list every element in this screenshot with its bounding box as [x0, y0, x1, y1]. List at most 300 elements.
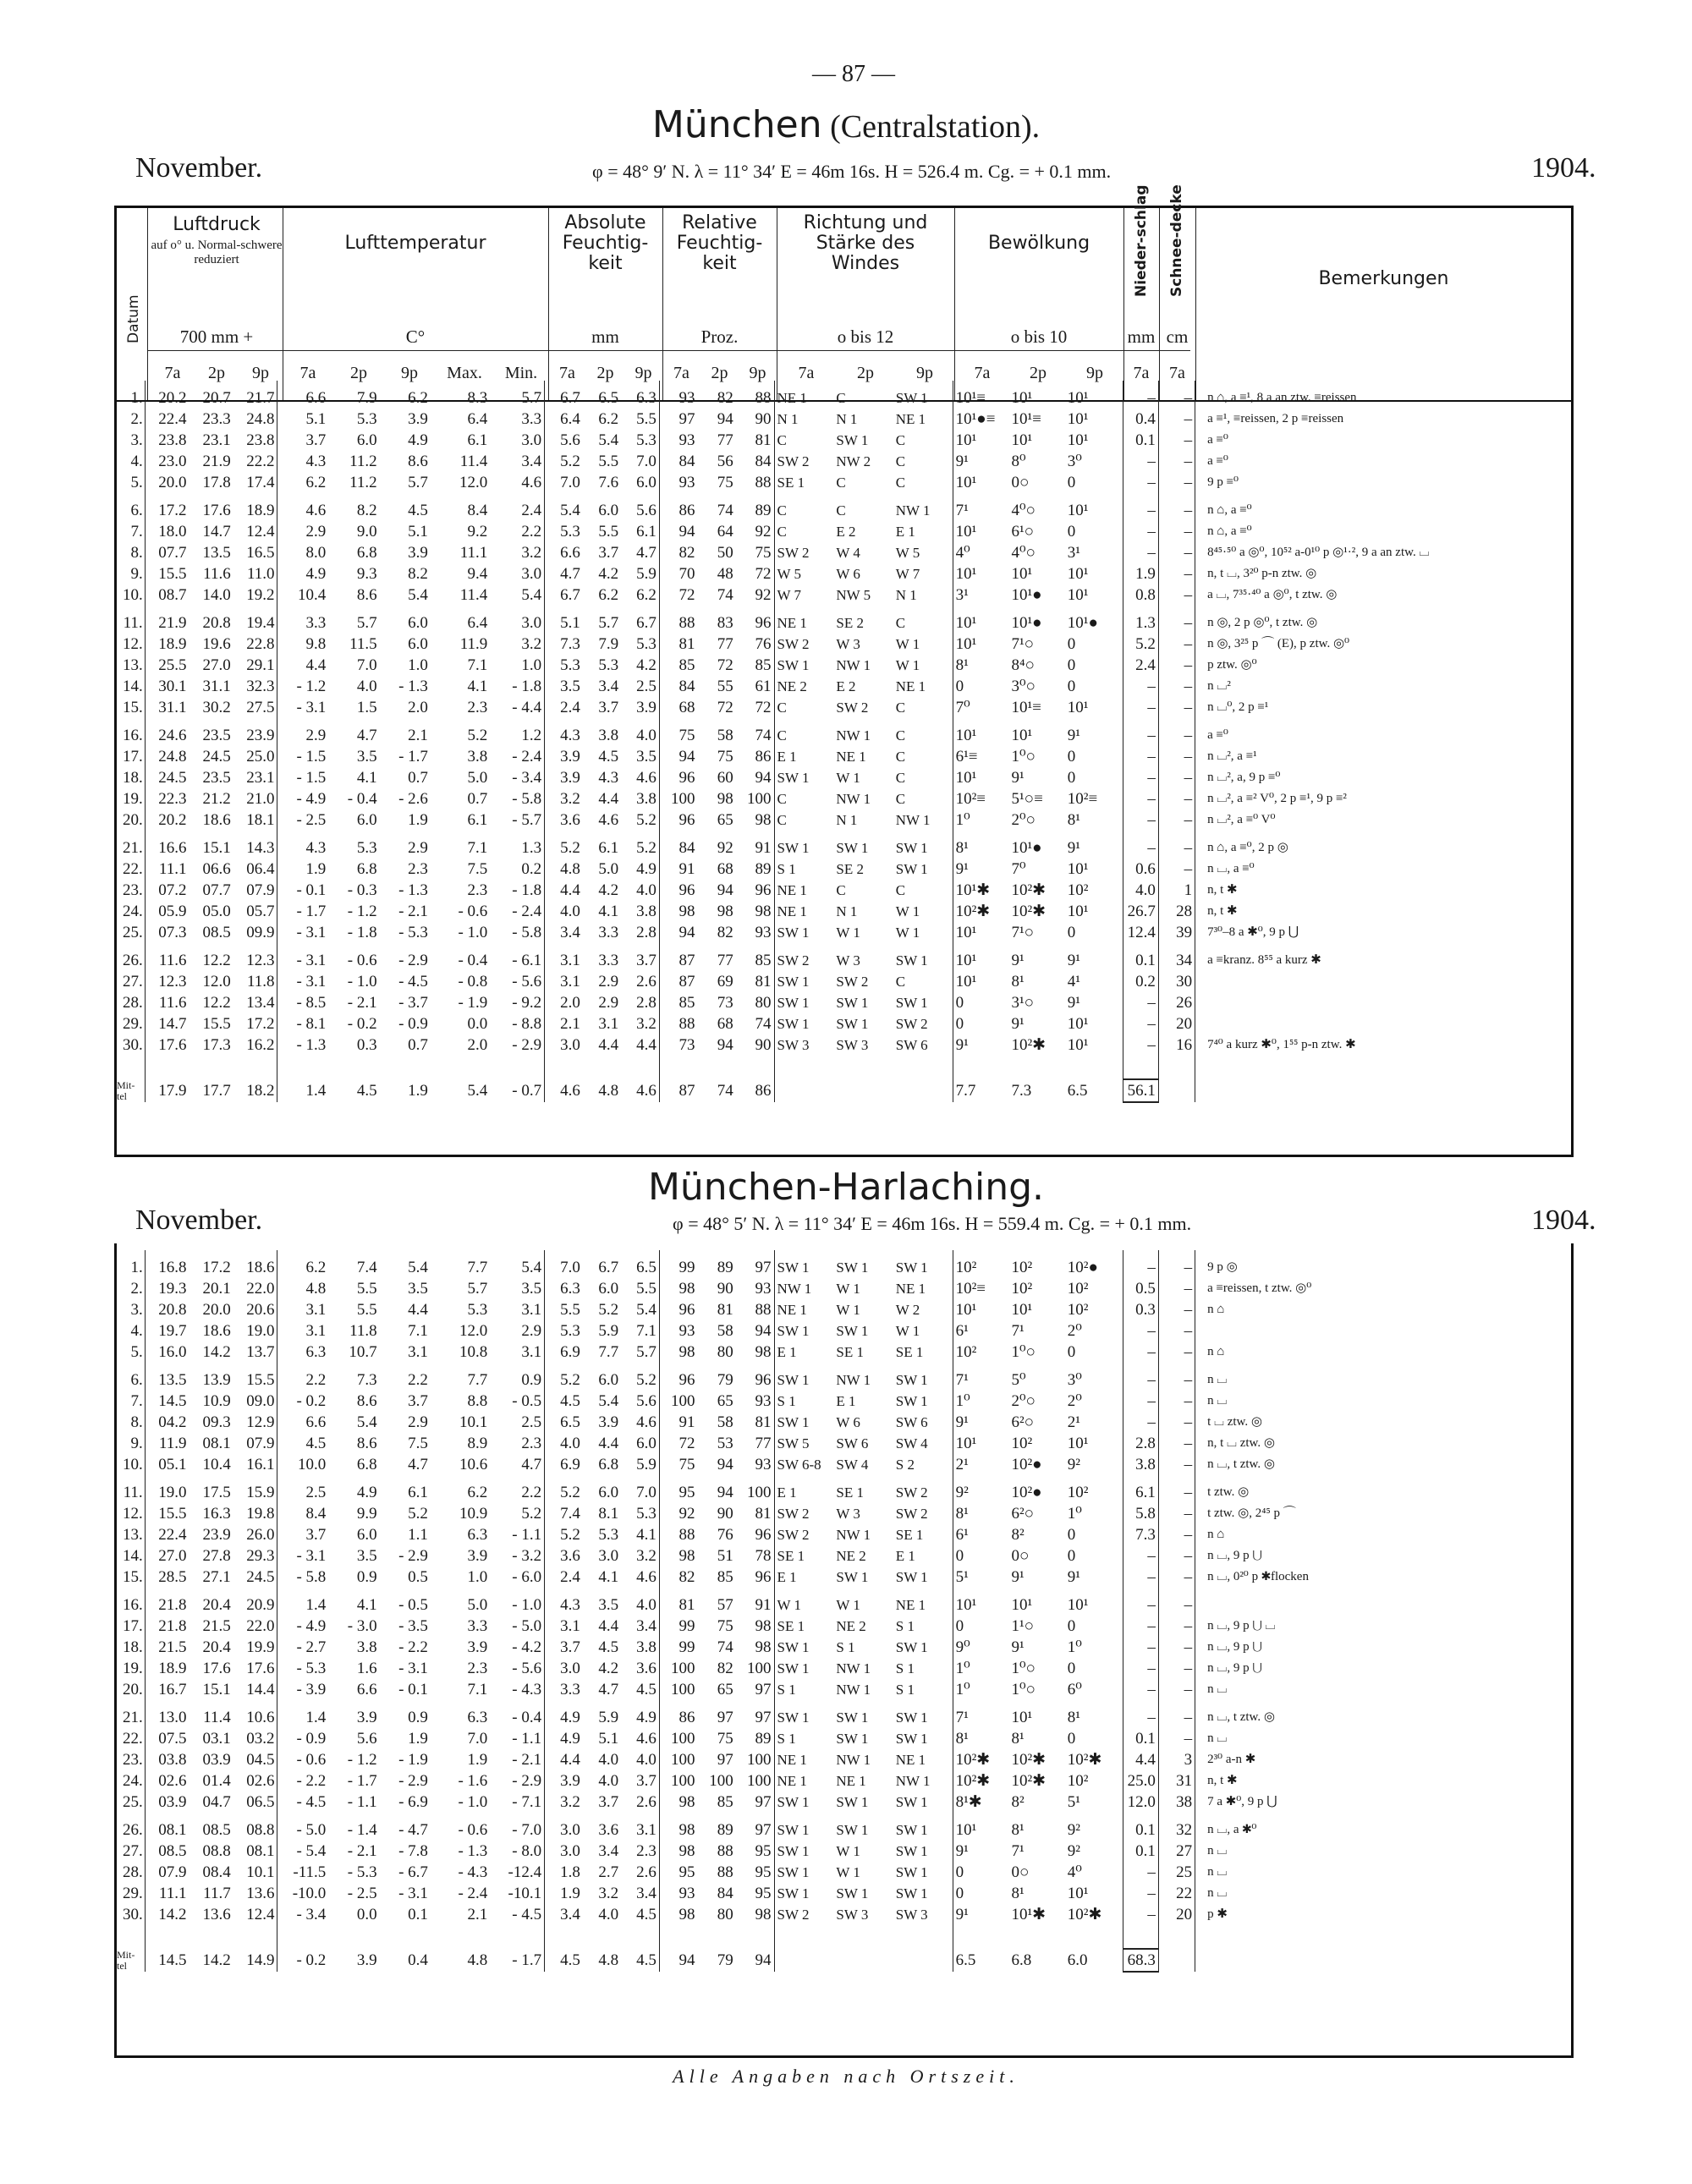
cell: S 1	[836, 1639, 855, 1655]
row-remark: n ⌴, t ztw. ◎	[1207, 1710, 1276, 1724]
mittel-cell: 6.8	[1011, 1951, 1032, 1969]
cell: –	[1158, 381, 1195, 409]
cell: 75	[717, 1730, 733, 1748]
cell: 10.4	[202, 1456, 231, 1473]
cell: 1.1	[408, 1526, 428, 1544]
cell: 5⁰	[1011, 1371, 1026, 1389]
cell: 6.0	[408, 635, 428, 653]
cell: 10¹	[955, 1821, 977, 1839]
cell: C	[893, 788, 953, 809]
cell: 10²	[1065, 1278, 1123, 1299]
cell: N 1	[836, 812, 858, 828]
row-date: 30.	[114, 1034, 145, 1056]
cell: 05.0	[202, 903, 231, 920]
cell: - 3.1	[398, 1660, 428, 1677]
cell: SE 1	[836, 1344, 864, 1360]
cell: - 1.7	[296, 903, 327, 920]
cell: 31	[1158, 1770, 1195, 1792]
cell: 21.2	[202, 790, 231, 808]
cell: 11.6	[203, 565, 231, 583]
cell: 20.8	[158, 1301, 187, 1319]
cell: 3.9	[560, 748, 580, 765]
row-date: 21.	[114, 831, 145, 859]
cell: - 5.6	[490, 1658, 544, 1679]
row-date: 26.	[114, 1813, 145, 1841]
cell: 61	[736, 676, 774, 697]
table-row	[114, 1749, 1574, 1770]
cell: - 5.3	[347, 1863, 377, 1881]
cell: 82	[678, 544, 695, 562]
mittel-cell: 4.5	[621, 1949, 659, 1972]
row-date: 4.	[114, 1320, 145, 1342]
row-date: 19.	[114, 788, 145, 809]
cell: 20.4	[202, 1596, 231, 1614]
row-date: 13.	[114, 1524, 145, 1545]
cell: 88	[736, 381, 774, 409]
row-date: 1.	[114, 1250, 145, 1278]
cell: S 1	[777, 1682, 796, 1698]
station1-month: November.	[135, 152, 263, 184]
row-date: 2.	[114, 1278, 145, 1299]
cell: 4⁰	[1065, 1862, 1123, 1883]
cell: 08.1	[202, 1435, 231, 1452]
cell: SW 1	[777, 995, 810, 1011]
cell: SW 1	[893, 1792, 953, 1813]
cell: 2.3	[467, 1660, 488, 1677]
cell: 58	[717, 1322, 733, 1340]
cell: SW 1	[777, 974, 810, 990]
table-row	[114, 922, 1574, 943]
cell: 93	[736, 1278, 774, 1299]
cell: 7.4	[560, 1505, 580, 1523]
cell: SW 1	[893, 992, 953, 1013]
cell: 7.0	[560, 474, 580, 491]
cell: - 2.1	[490, 1749, 544, 1770]
cell: SW 2	[777, 1527, 810, 1543]
cell: 98	[678, 903, 695, 920]
cell: 0.4	[1123, 409, 1158, 430]
cell: 0	[1065, 1342, 1123, 1363]
cell: 4.2	[598, 565, 619, 583]
row-date: 22.	[114, 1728, 145, 1749]
cell: C	[893, 451, 953, 472]
cell: 3.2	[560, 790, 580, 808]
mittel-label: Mit-tel	[114, 1949, 145, 1972]
cell: 10²✱	[955, 1751, 991, 1769]
row-remark: n ⌴	[1207, 1373, 1228, 1386]
cell: 4.8	[560, 860, 580, 878]
cell: 72	[736, 563, 774, 584]
cell: 7.0	[621, 451, 659, 472]
cell: 6.9	[560, 1343, 580, 1361]
cell: 4⁰○	[1011, 502, 1036, 519]
mittel-cell: 3.9	[356, 1951, 377, 1969]
cell: 4.1	[598, 903, 619, 920]
cell: 14.2	[158, 1906, 187, 1923]
cell: 3.4	[560, 924, 580, 941]
cell: 8¹	[1011, 1821, 1025, 1839]
row-date: 5.	[114, 1342, 145, 1363]
cell: 0.2	[1123, 971, 1158, 992]
cell: - 2.4	[458, 1885, 488, 1902]
cell: 4.0	[621, 718, 659, 746]
cell: 2.9	[490, 1320, 544, 1342]
cell: 7.0	[621, 1475, 659, 1503]
cell: 19.0	[158, 1484, 187, 1501]
cell: –	[1123, 1883, 1158, 1904]
cell: 6.2	[305, 474, 327, 491]
cell: NE 2	[836, 1618, 866, 1634]
cell: 21.0	[233, 788, 277, 809]
cell: 1.3	[490, 831, 544, 859]
row-remark: 2³⁰ a-n ✱	[1207, 1753, 1256, 1766]
table-row	[114, 1278, 1574, 1299]
cell: 13.7	[233, 1342, 277, 1363]
cell: 0	[955, 1617, 964, 1635]
mittel-cell	[774, 1949, 833, 1972]
row-remark: n ⌂, a ≡¹, 8 a an ztw. ≡reissen	[1207, 391, 1357, 404]
cell: 4.7	[356, 727, 377, 744]
cell: 91	[736, 1588, 774, 1616]
cell: 04.7	[202, 1793, 231, 1811]
cell: 10¹	[955, 1301, 977, 1319]
cell: - 2.4	[490, 746, 544, 767]
cell: 98	[736, 809, 774, 831]
cell: 7¹	[1011, 1842, 1025, 1860]
mittel-cell: 79	[717, 1951, 733, 1969]
cell: 10¹	[1011, 1596, 1033, 1614]
cell: 6.3	[305, 1343, 327, 1361]
cell: 14.3	[233, 831, 277, 859]
mittel-cell: 4.8	[598, 1951, 619, 1969]
cell: 8¹	[1011, 973, 1025, 990]
mittel-cell	[893, 1949, 953, 1972]
cell: 10²	[1011, 1435, 1033, 1452]
cell: 70	[678, 565, 695, 583]
cell: 10.9	[202, 1392, 231, 1410]
row-date: 9.	[114, 563, 145, 584]
cell: - 4.7	[398, 1821, 428, 1839]
cell: SW 1	[893, 943, 953, 971]
cell: 10¹	[1065, 901, 1123, 922]
cell: 6.7	[598, 1259, 619, 1276]
cell: 90	[717, 1280, 733, 1298]
mittel-row	[114, 1079, 1574, 1102]
cell: 07.9	[158, 1863, 187, 1881]
cell: 03.1	[202, 1730, 231, 1748]
cell: 58	[717, 727, 733, 744]
cell: 10¹	[1065, 381, 1123, 409]
cell: 0	[955, 994, 964, 1012]
cell: 3.5	[356, 748, 377, 765]
cell: 0	[1065, 922, 1123, 943]
cell: 05.1	[158, 1456, 187, 1473]
row-remark: n ⌴, 9 p ⋃	[1207, 1640, 1262, 1654]
cell: 3.7	[305, 431, 327, 449]
cell: –	[1158, 451, 1195, 472]
cell: - 1.3	[398, 881, 428, 899]
cell: 6.2	[467, 1484, 488, 1501]
cell: - 1.1	[490, 1524, 544, 1545]
cell: 3.3	[490, 409, 544, 430]
row-date: 23.	[114, 880, 145, 901]
cell: 6.3	[467, 1526, 488, 1544]
cell: 75	[678, 727, 695, 744]
header-schnee-unit: cm	[1166, 327, 1189, 347]
cell: 5.5	[560, 1301, 580, 1319]
cell: 96	[736, 1524, 774, 1545]
cell: 57	[717, 1596, 733, 1614]
cell: 23.5	[202, 769, 231, 787]
cell: 0.1	[1123, 1813, 1158, 1841]
cell: 3.0	[490, 563, 544, 584]
cell: 9.0	[356, 523, 377, 541]
cell: 34	[1158, 943, 1195, 971]
cell: 5.3	[560, 656, 580, 674]
row-date: 28.	[114, 1862, 145, 1883]
cell: - 2.9	[490, 1034, 544, 1056]
row-remark: n ⌴	[1207, 1731, 1228, 1745]
cell: 9.9	[356, 1505, 377, 1523]
cell: 1⁰	[955, 811, 970, 829]
cell: 6.0	[356, 431, 377, 449]
cell: SW 1	[777, 1843, 810, 1859]
cell: 98	[736, 901, 774, 922]
cell: 23.1	[233, 767, 277, 788]
cell: 10²✱	[1065, 1749, 1123, 1770]
cell: 6.1	[467, 811, 488, 829]
cell: 26.7	[1123, 901, 1158, 922]
cell: - 8.1	[296, 1015, 327, 1033]
cell: NW 1	[777, 1281, 812, 1297]
row-remark	[1195, 992, 1574, 1013]
cell: 6.3	[467, 1709, 488, 1726]
sub-7a: 7a	[1133, 364, 1150, 382]
cell: 5.4	[490, 1250, 544, 1278]
cell: SW 1	[893, 1637, 953, 1658]
cell: 6.8	[356, 1456, 377, 1473]
table-row	[114, 676, 1574, 697]
cell: 5.9	[621, 563, 659, 584]
cell: 11.9	[158, 1435, 187, 1452]
cell: 7.0	[467, 1730, 488, 1748]
cell: 4.0	[621, 880, 659, 901]
row-remark: p ✱	[1207, 1907, 1228, 1921]
cell: 12.4	[1123, 922, 1158, 943]
cell: SW 1	[893, 1250, 953, 1278]
cell: - 8.8	[490, 1013, 544, 1034]
cell: 23.8	[158, 431, 187, 449]
table-row	[114, 472, 1574, 493]
cell: 12.3	[233, 943, 277, 971]
cell: NE 1	[893, 1278, 953, 1299]
cell: 7.0	[560, 1259, 580, 1276]
cell: 2.3	[408, 860, 428, 878]
cell: 85	[736, 655, 774, 676]
cell: 81	[678, 635, 695, 653]
cell: 8.6	[408, 453, 428, 470]
cell: 3.2	[560, 1793, 580, 1811]
cell: SW 1	[836, 1323, 869, 1339]
cell: –	[1123, 472, 1158, 493]
cell: SW 1	[777, 1372, 810, 1388]
cell: 7.1	[467, 656, 488, 674]
cell: 4.6	[598, 811, 619, 829]
cell: 5.4	[490, 584, 544, 606]
cell: - 1.3	[398, 678, 428, 695]
cell: 09.3	[202, 1413, 231, 1431]
cell: –	[1123, 1616, 1158, 1637]
cell: 9¹	[955, 453, 969, 470]
cell: 29.3	[233, 1545, 277, 1567]
cell: 9¹	[1065, 992, 1123, 1013]
cell: 96	[678, 881, 695, 899]
cell: 5.7	[598, 614, 619, 632]
cell: - 3.5	[398, 1617, 428, 1635]
cell: 4.5	[560, 1392, 580, 1410]
cell: - 5.6	[490, 971, 544, 992]
header-rel-unit: Proz.	[700, 327, 739, 347]
cell: 5.2	[560, 839, 580, 857]
cell: N 1	[836, 411, 858, 427]
cell: 3.6	[560, 811, 580, 829]
sub-2p: 2p	[350, 364, 367, 382]
table-row	[114, 655, 1574, 676]
cell: –	[1158, 1700, 1195, 1728]
cell: 21.5	[158, 1638, 187, 1656]
row-remark: t ztw. ◎	[1207, 1485, 1250, 1499]
cell: W 7	[893, 563, 953, 584]
cell: 50	[717, 544, 733, 562]
cell: 84	[678, 678, 695, 695]
cell: 02.6	[158, 1772, 187, 1790]
cell: NE 1	[893, 1749, 953, 1770]
cell: 10¹	[1011, 565, 1033, 583]
cell: 4.7	[560, 565, 580, 583]
cell: 0	[955, 1015, 964, 1033]
cell: 20.7	[202, 389, 231, 407]
mittel-cell	[1158, 1079, 1195, 1102]
cell: 1.9	[305, 860, 327, 878]
cell: 11.2	[349, 453, 377, 470]
cell: 0.1	[408, 1906, 428, 1923]
cell: 22	[1158, 1883, 1195, 1904]
cell: 5.0	[467, 1596, 488, 1614]
cell: 8.1	[598, 1505, 619, 1523]
cell: - 1.0	[347, 973, 377, 990]
cell: 2.8	[621, 992, 659, 1013]
cell: 10²✱	[955, 1772, 991, 1790]
cell: 11.0	[233, 563, 277, 584]
cell: 8.2	[408, 565, 428, 583]
cell: 2.4	[560, 1568, 580, 1586]
cell: 93	[678, 474, 695, 491]
cell: 10²	[1011, 1280, 1033, 1298]
cell: 14.7	[158, 1015, 187, 1033]
cell: –	[1123, 1567, 1158, 1588]
cell: 4.7	[621, 542, 659, 563]
cell: –	[1158, 634, 1195, 655]
cell: –	[1158, 788, 1195, 809]
cell: 10¹	[955, 952, 977, 969]
header-wind-unit: o bis 12	[837, 327, 894, 347]
cell: 8¹	[1065, 809, 1123, 831]
cell: 3.9	[598, 1413, 619, 1431]
mittel-cell: 4.6	[621, 1079, 659, 1102]
cell: S 1	[893, 1658, 953, 1679]
cell: SW 6	[893, 1412, 953, 1433]
cell: 100	[671, 1660, 695, 1677]
cell: 0.1	[1123, 943, 1158, 971]
cell: 3.4	[621, 1883, 659, 1904]
cell: 75	[717, 748, 733, 765]
cell: 8¹	[1011, 1730, 1025, 1748]
cell: 72	[717, 656, 733, 674]
mittel-cell: 14.2	[202, 1951, 231, 1969]
cell: 7.7	[467, 1259, 488, 1276]
cell: 2.8	[1123, 1433, 1158, 1454]
station1-year: 1904.	[1531, 152, 1596, 184]
cell: –	[1123, 831, 1158, 859]
station2-table	[114, 1250, 1574, 1973]
cell: 08.5	[158, 1842, 187, 1860]
cell: 27.8	[202, 1547, 231, 1565]
cell: 2¹	[1065, 1412, 1123, 1433]
cell: 4.4	[1123, 1749, 1158, 1770]
cell: 10.7	[349, 1343, 377, 1361]
cell: C	[893, 718, 953, 746]
cell: 10²	[1065, 1299, 1123, 1320]
cell: N 1	[893, 584, 953, 606]
cell: 21.5	[202, 1617, 231, 1635]
mittel-cell: 94	[678, 1951, 695, 1969]
cell: 11.4	[203, 1709, 231, 1726]
cell: - 0.9	[296, 1730, 327, 1748]
station-divider	[114, 1155, 1574, 1157]
cell: 4.0	[621, 1749, 659, 1770]
cell: 10¹	[955, 1435, 977, 1452]
table-row	[114, 409, 1574, 430]
cell: 2.0	[467, 1036, 488, 1054]
cell: NE 1	[836, 1773, 866, 1789]
cell: 1⁰	[955, 1681, 970, 1698]
cell: SW 3	[836, 1037, 869, 1053]
column-header	[114, 184, 1574, 402]
row-remark: n ⌴²	[1207, 679, 1231, 693]
cell: 5.6	[621, 1391, 659, 1412]
cell: 74	[736, 1013, 774, 1034]
cell: 97	[736, 1250, 774, 1278]
mittel-cell: - 0.7	[490, 1079, 544, 1102]
cell: 8.2	[356, 502, 377, 519]
cell: 5.1	[305, 410, 327, 428]
cell: 5.7	[356, 614, 377, 632]
cell: 4⁰	[955, 544, 970, 562]
cell: 11.1	[158, 860, 187, 878]
cell: W 2	[893, 1299, 953, 1320]
cell: 3.2	[621, 1013, 659, 1034]
cell: 69	[717, 973, 733, 990]
cell: SW 1	[777, 1259, 810, 1276]
cell: 7.3	[560, 635, 580, 653]
cell: 94	[678, 523, 695, 541]
cell: 11.4	[459, 453, 488, 470]
cell: - 2.9	[490, 1770, 544, 1792]
cell: -11.5	[293, 1863, 327, 1881]
cell: 100	[671, 790, 695, 808]
mittel-cell: 6.5	[1065, 1079, 1123, 1102]
cell: 3.8	[598, 727, 619, 744]
